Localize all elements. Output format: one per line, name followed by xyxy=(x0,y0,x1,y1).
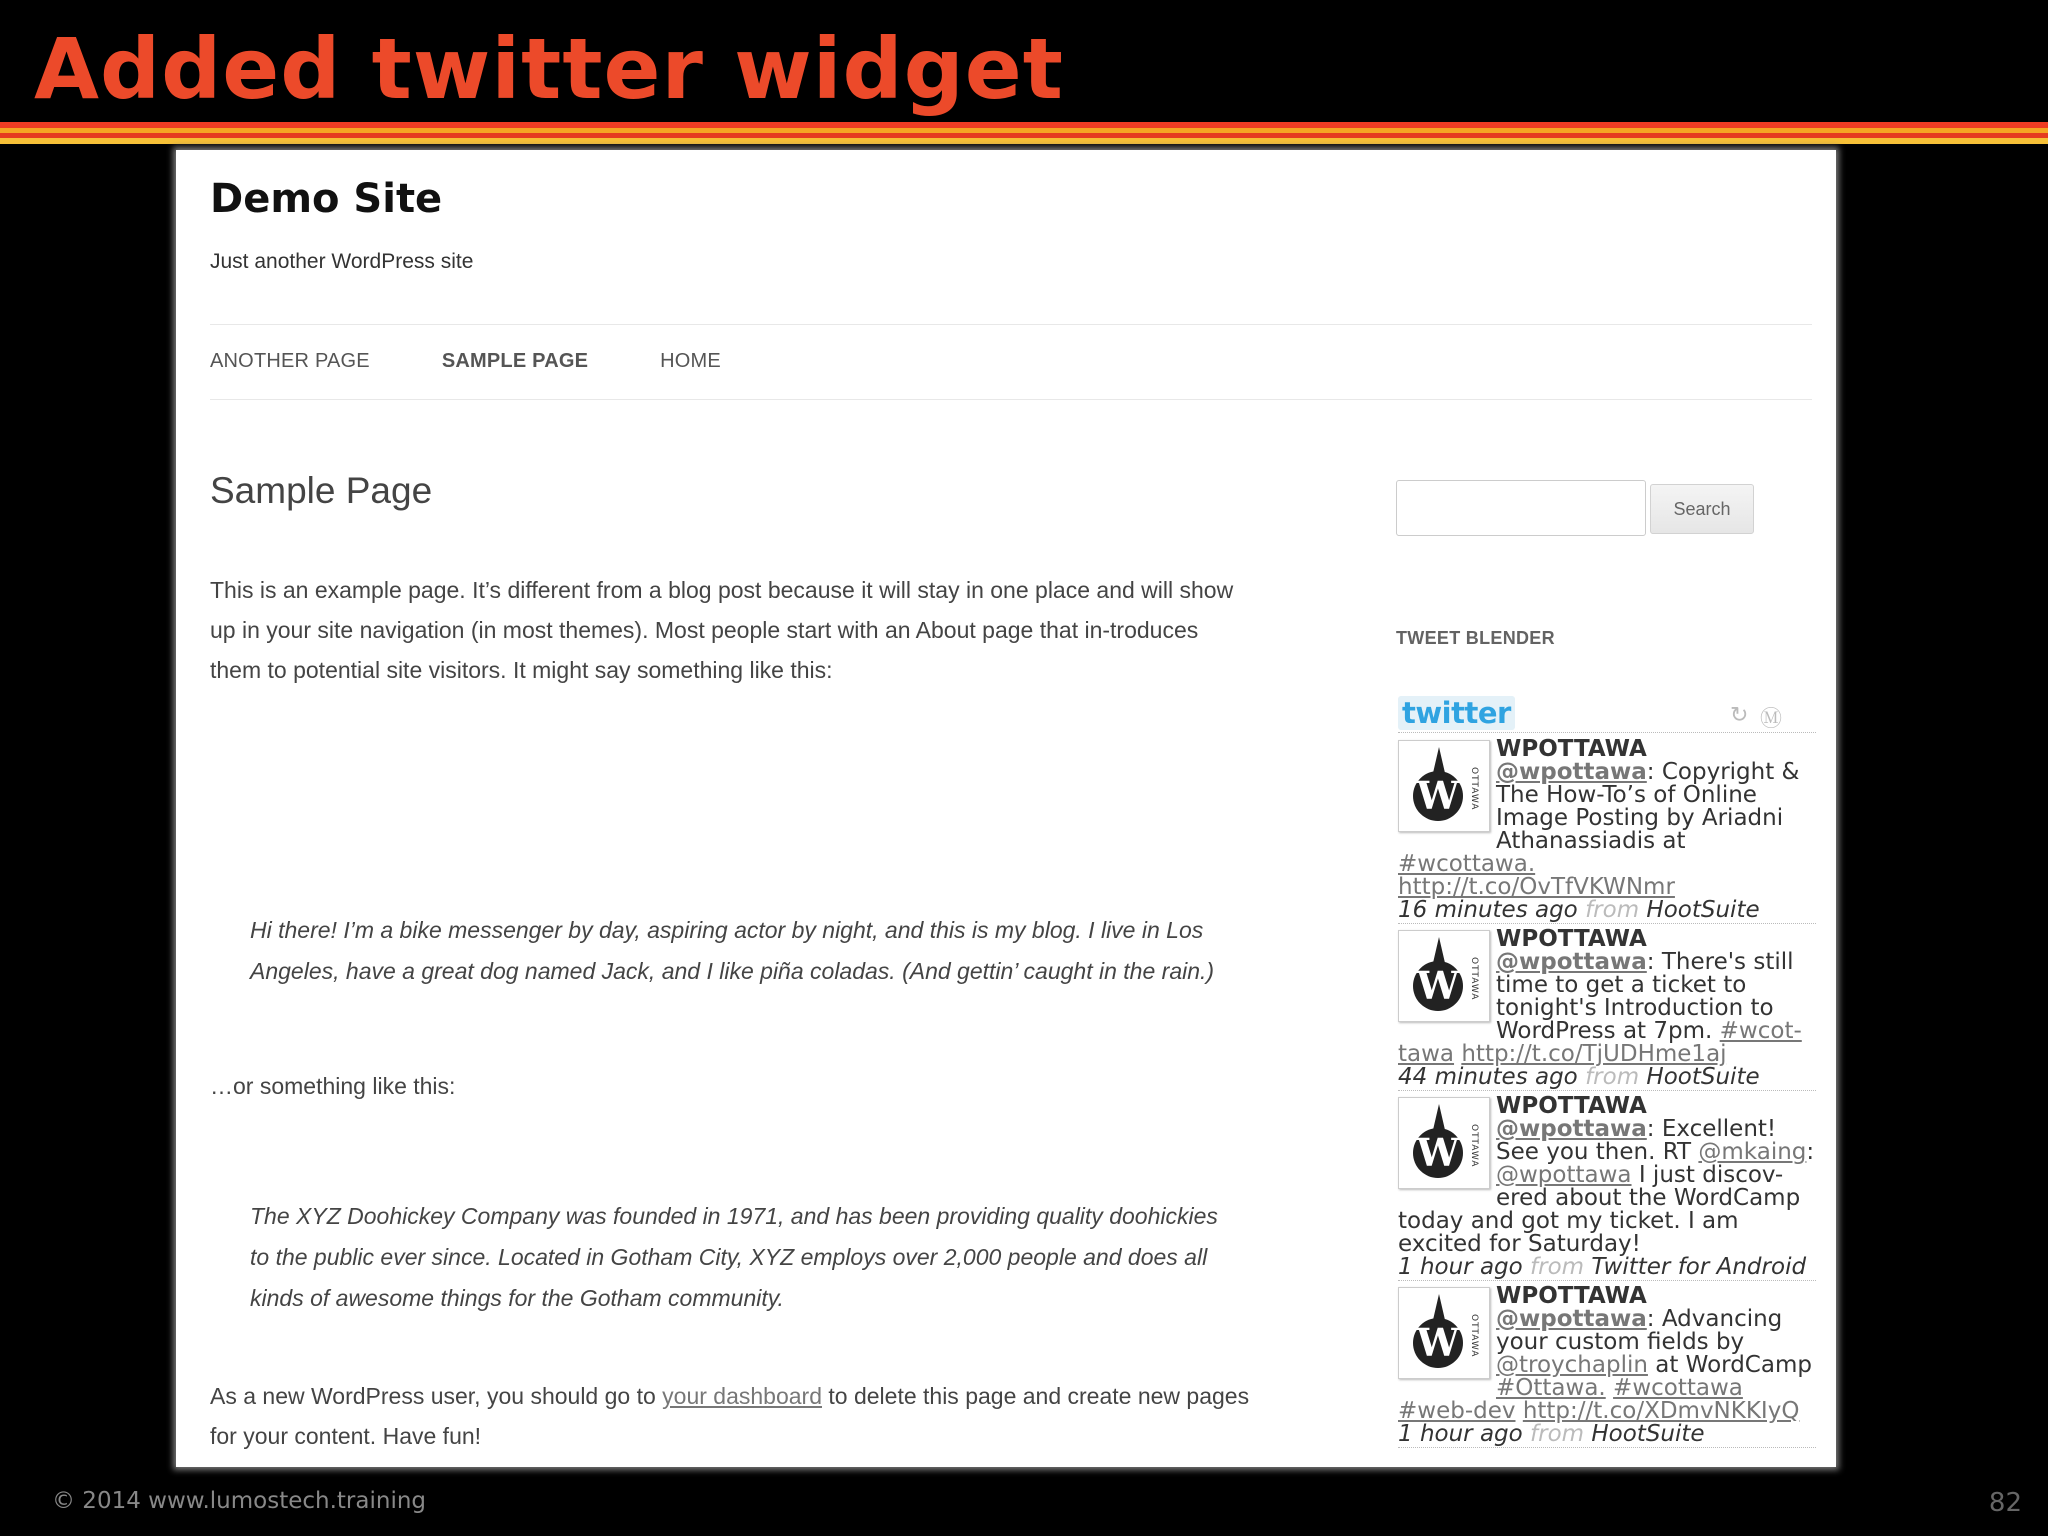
tweet-item xyxy=(1398,928,1816,1091)
from-label: from xyxy=(1530,1421,1585,1447)
tweet-handle-link[interactable]: @wpottawa xyxy=(1496,949,1647,975)
tweet-meta xyxy=(1398,1066,1816,1089)
tweet-text: : There's still time to get a ticket to tonight's Introduction to WordPress at 7pm. xyxy=(1496,949,1794,1044)
wpottawa-logo-icon xyxy=(1433,937,1445,963)
tweet-author: WPOTTAWA xyxy=(1496,1283,1647,1309)
tweet-author: WPOTTAWA xyxy=(1496,926,1647,952)
hashtag-link[interactable]: #wcot-tawa xyxy=(1398,1018,1802,1067)
tweet-time[interactable]: 1 hour ago xyxy=(1398,1421,1523,1447)
wordpress-logo-icon: W xyxy=(1413,961,1463,1011)
ottawa-label: OTTAWA xyxy=(1469,957,1479,1001)
nav-item-another-page[interactable]: ANOTHER PAGE xyxy=(210,350,370,372)
tweet-handle-link[interactable]: @wpottawa xyxy=(1496,759,1647,785)
page-content xyxy=(210,470,1250,1449)
tweet-author: WPOTTAWA xyxy=(1496,1093,1647,1119)
wpottawa-logo-icon xyxy=(1433,1104,1445,1130)
ottawa-label: OTTAWA xyxy=(1469,1314,1479,1358)
tweet-source: Twitter for Android xyxy=(1591,1254,1807,1280)
tweet-handle-link[interactable]: @wpottawa xyxy=(1496,1116,1647,1142)
twitter-widget-header xyxy=(1398,696,1816,733)
avatar[interactable] xyxy=(1398,1097,1490,1189)
stripe xyxy=(0,138,2048,144)
from-label: from xyxy=(1530,1254,1585,1280)
avatar[interactable] xyxy=(1398,1287,1490,1379)
tweet-item xyxy=(1398,1095,1816,1281)
wpottawa-logo-icon xyxy=(1433,747,1445,773)
tweet-meta xyxy=(1398,899,1816,922)
wordpress-logo-icon: W xyxy=(1413,771,1463,821)
tweet-text: at WordCamp xyxy=(1647,1352,1812,1378)
nav-item-home[interactable]: HOME xyxy=(660,350,721,372)
search-input[interactable] xyxy=(1396,480,1646,536)
tweet-source: HootSuite xyxy=(1646,1064,1760,1090)
wpottawa-logo-icon xyxy=(1433,1294,1445,1320)
blockquote-doohickey: The XYZ Doohickey Company was founded in 1971, and has been providing quality doohickies to the public ever since. Located in Gotham City, XYZ employs over 2,000 people and does all kinds of awesome things for the Gotham community. xyxy=(250,1203,1218,1311)
tweet-url-link[interactable]: http://t.co/XDmvNKKIyQ xyxy=(1522,1398,1800,1424)
tweet-text: : xyxy=(1806,1139,1815,1165)
header-divider xyxy=(210,324,1812,325)
hashtag-link[interactable]: #wcottawa xyxy=(1613,1375,1743,1401)
tweet-author: WPOTTAWA xyxy=(1496,736,1647,762)
nav-item-sample-page[interactable]: SAMPLE PAGE xyxy=(441,350,589,372)
slide-footer-copyright: © 2014 www.lumostech.training xyxy=(52,1488,427,1514)
search-button[interactable]: Search xyxy=(1650,484,1754,534)
tweet-text: : Copyright & The How-To’s of Online Image Posting by Ariadni Athanassiadis at xyxy=(1496,759,1800,854)
slide-header-stripes xyxy=(0,122,2048,144)
closing-text: to delete this page and create new pages for your content. Have fun! xyxy=(210,1383,1250,1449)
site-tagline: Just another WordPress site xyxy=(210,250,474,273)
tweet-url-link[interactable]: http://t.co/TjUDHme1aj xyxy=(1461,1041,1727,1067)
intro-paragraph: This is an example page. It’s different from a blog post because it will stay in one place and will show up in your site navigation (in most themes). Most people start with an About page that in-troduces them to potential site visitors. It might say something like this: xyxy=(210,577,1234,683)
from-label: from xyxy=(1585,1064,1640,1090)
wordpress-logo-icon: W xyxy=(1413,1318,1463,1368)
tweet-source: HootSuite xyxy=(1591,1421,1705,1447)
slide-page-number: 82 xyxy=(1988,1488,2022,1518)
pause-icon[interactable]: Ⓜ xyxy=(1760,706,1783,731)
refresh-icon[interactable]: ↻ xyxy=(1730,702,1749,727)
slide-title: Added twitter widget xyxy=(34,20,1064,118)
hashtag-link[interactable]: #wcottawa. xyxy=(1398,851,1536,877)
tweet-meta xyxy=(1398,1423,1816,1446)
mention-link[interactable]: @wpottawa xyxy=(1496,1162,1632,1188)
page-title: Sample Page xyxy=(210,470,433,511)
tweet-time[interactable]: 16 minutes ago xyxy=(1398,897,1578,923)
widget-title: TWEET BLENDER xyxy=(1396,628,1555,648)
ottawa-label: OTTAWA xyxy=(1469,1124,1479,1168)
main-navigation xyxy=(210,350,793,373)
avatar[interactable] xyxy=(1398,740,1490,832)
tweet-text: I just discov-ered about the WordCamp today and got my ticket. I am excited for Saturday! xyxy=(1398,1162,1801,1257)
hashtag-link[interactable]: #web-dev xyxy=(1398,1398,1516,1424)
hashtag-link[interactable]: #Ottawa. xyxy=(1496,1375,1606,1401)
ottawa-label: OTTAWA xyxy=(1469,767,1479,811)
tweet-item xyxy=(1398,1285,1816,1448)
tweet-time[interactable]: 1 hour ago xyxy=(1398,1254,1523,1280)
avatar[interactable] xyxy=(1398,930,1490,1022)
tweet-text: : Excellent! See you then. RT xyxy=(1496,1116,1777,1165)
wordpress-screenshot xyxy=(176,150,1836,1467)
tweet-time[interactable]: 44 minutes ago xyxy=(1398,1064,1578,1090)
tweet-text: : Advancing your custom fields by xyxy=(1496,1306,1783,1355)
tweet-source: HootSuite xyxy=(1646,897,1760,923)
tweet-item xyxy=(1398,738,1816,924)
tweet-list xyxy=(1398,738,1816,1452)
dashboard-link[interactable]: your dashboard xyxy=(662,1383,822,1409)
mention-link[interactable]: @troychaplin xyxy=(1496,1352,1648,1378)
tweet-handle-link[interactable]: @wpottawa xyxy=(1496,1306,1647,1332)
closing-text: As a new WordPress user, you should go to xyxy=(210,1383,663,1409)
twitter-logo: twitter xyxy=(1398,696,1515,730)
from-label: from xyxy=(1585,897,1640,923)
nav-divider xyxy=(210,399,1812,400)
tweet-meta xyxy=(1398,1256,1816,1279)
mention-link[interactable]: @mkaing xyxy=(1698,1139,1807,1165)
site-title[interactable]: Demo Site xyxy=(210,176,443,222)
tweet-url-link[interactable]: http://t.co/OvTfVKWNmr xyxy=(1398,874,1675,900)
middle-paragraph: …or something like this: xyxy=(210,1073,456,1099)
blockquote-bike-messenger: Hi there! I’m a bike messenger by day, aspiring actor by night, and this is my blog. I live in Los Angeles, have a great dog named Jack, and I like piña coladas. (And gettin’ caught in the rain.) xyxy=(250,917,1215,984)
closing-paragraph xyxy=(210,1376,1250,1456)
wordpress-logo-icon: W xyxy=(1413,1128,1463,1178)
